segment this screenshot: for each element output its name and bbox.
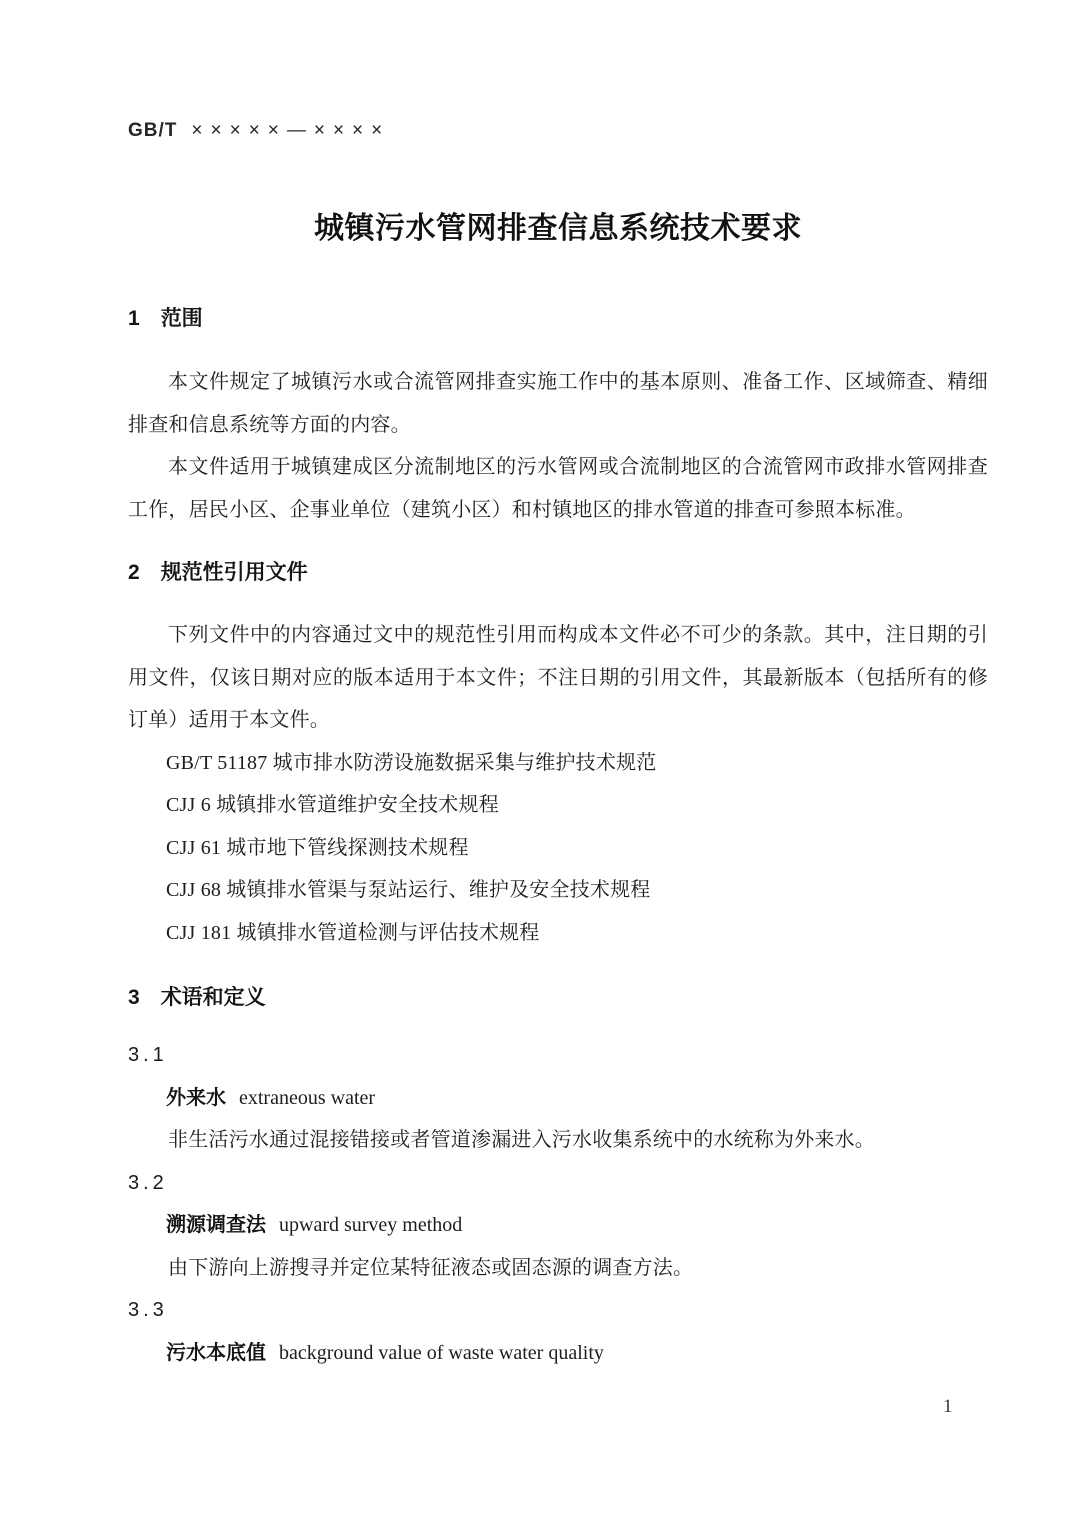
term-definition: 非生活污水通过混接错接或者管道渗漏进入污水收集系统中的水统称为外来水。	[168, 1129, 875, 1151]
section-3-number: 3	[128, 986, 140, 1009]
term-english: background value of waste water quality	[279, 1341, 604, 1364]
section-1-paragraph: 本文件规定了城镇污水或合流管网排查实施工作中的基本原则、准备工作、区域筛查、精细排查和信息系统等方面的内容。	[128, 371, 988, 436]
normative-reference: CJJ 181 城镇排水管道检测与评估技术规程	[166, 921, 540, 944]
section-2-heading	[128, 561, 988, 585]
section-2-number: 2	[128, 561, 140, 584]
term-chinese: 外来水	[166, 1086, 226, 1109]
term-entry	[128, 1204, 988, 1247]
clause-number-3-3: 3.3	[128, 1299, 168, 1321]
standard-code-header	[128, 119, 988, 143]
term-definition: 由下游向上游搜寻并定位某特征液态或固态源的调查方法。	[168, 1256, 694, 1279]
section-1-number: 1	[128, 307, 140, 330]
page-content	[128, 0, 988, 1374]
section-2-paragraph: 下列文件中的内容通过文中的规范性引用而构成本文件必不可少的条款。其中，注日期的引用文件，仅该日期对应的版本适用于本文件；不注日期的引用文件，其最新版本（包括所有的修订单）适用于本文件。	[128, 624, 988, 731]
document-title: 城镇污水管网排查信息系统技术要求	[314, 212, 802, 245]
standard-code-number: ×××××—××××	[191, 120, 391, 141]
section-1-paragraph: 本文件适用于城镇建成区分流制地区的污水管网或合流制地区的合流管网市政排水管网排查工作，居民小区、企事业单位（建筑小区）和村镇地区的排水管道的排查可参照本标准。	[128, 456, 988, 521]
section-1-heading	[128, 307, 988, 331]
normative-reference: CJJ 61 城市地下管线探测技术规程	[166, 836, 469, 859]
term-chinese: 溯源调查法	[166, 1214, 266, 1236]
normative-reference: CJJ 6 城镇排水管道维护安全技术规程	[166, 794, 499, 816]
term-chinese: 污水本底值	[166, 1341, 266, 1364]
section-1-title: 范围	[160, 307, 203, 330]
standard-code-label: GB/T	[128, 120, 178, 141]
term-entry	[128, 1332, 988, 1375]
section-3-heading	[128, 986, 988, 1010]
normative-reference: CJJ 68 城镇排水管渠与泵站运行、维护及安全技术规程	[166, 879, 651, 901]
term-english: upward survey method	[279, 1214, 463, 1236]
term-english: extraneous water	[239, 1086, 376, 1109]
term-entry	[128, 1077, 988, 1120]
normative-reference: GB/T 51187 城市排水防涝设施数据采集与维护技术规范	[166, 751, 657, 774]
clause-number-3-1: 3.1	[128, 1044, 168, 1066]
clause-number-3-2: 3.2	[128, 1171, 168, 1194]
section-3-title: 术语和定义	[160, 986, 266, 1009]
page-number: 1	[943, 1396, 953, 1417]
section-2-title: 规范性引用文件	[160, 561, 308, 584]
